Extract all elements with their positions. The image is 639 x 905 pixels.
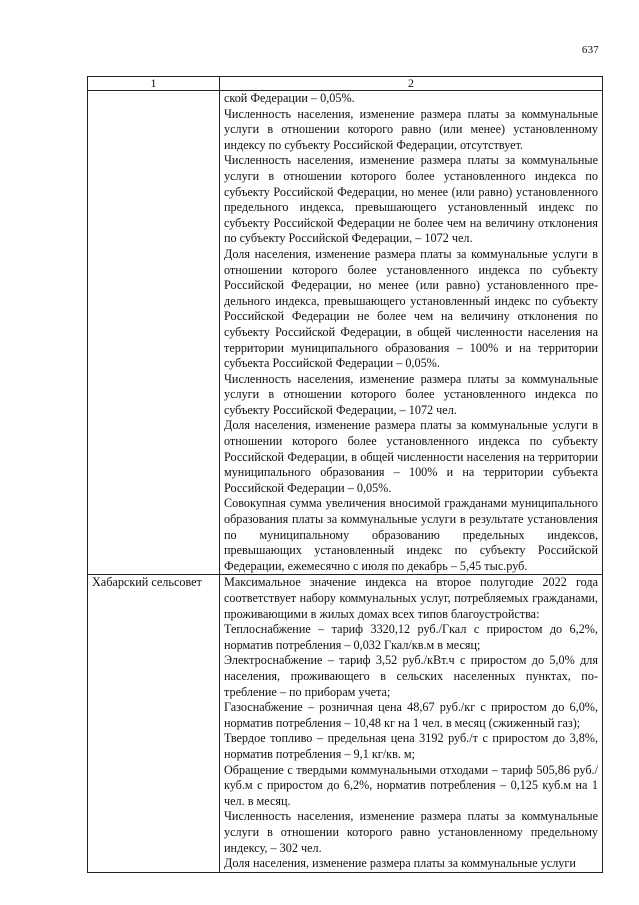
- paragraph: Доля населения, изменение размера платы за коммунальные услуги в отношении которого более установленного индекса по субъекту Российской Федерации, в общей численности населения на территории муниципального образования – 100% и на территории субъекта Российской Федерации – 0,05%.: [224, 418, 598, 495]
- paragraph: Совокупная сумма увеличения вносимой гражданами муниципального образования платы за коммунальные услуги в результате установления по муниципальному образованию предельных индексов, превышающих установленный индекс по субъекту Российской Федерации, ежемесячно с июля по декабрь – 5,45 тыс.руб.: [224, 496, 598, 573]
- page-number: 637: [581, 44, 599, 56]
- tariff-table: [87, 76, 603, 873]
- paragraph: Максимальное значение индекса на второе полугодие 2022 года соответствует набору коммунальных услуг, потребляемых гражданами, проживающими в жилых домах всех типов благоустройства:: [224, 575, 598, 621]
- paragraph: Обращение с твердыми коммунальными отходами – тариф 505,86 руб./куб.м с приростом до 6,2%, норматив потребления – 0,125 куб.м на 1 чел. в месяц.: [224, 762, 598, 808]
- table-row: [88, 575, 603, 872]
- paragraph: Численность населения, изменение размера платы за коммунальные услуги в отношении которого равно установленному предельному индексу, – 302 чел.: [224, 809, 598, 855]
- paragraph: Газоснабжение – розничная цена 48,67 руб./кг с приростом до 6,0%, норматив потребления – 10,48 кг на 1 чел. в месяц (сжиженный газ);: [224, 700, 598, 730]
- paragraph: Численность населения, изменение размера платы за коммунальные услуги в отношении которого более установленного индекса по субъекту Российской Федерации, – 1072 чел.: [224, 371, 598, 417]
- paragraph: Твердое топливо – предельная цена 3192 руб./т с приростом до 3,8%, норматив потребления – 9,1 кг/кв. м;: [224, 731, 598, 761]
- region-cell: Хабарский сельсовет: [88, 575, 220, 872]
- paragraph: Доля населения, изменение размера платы за коммунальные услуги в отношении которого более установленного индекса по субъекту Российской Федерации, но менее (или равно) установленного предельного индекса, превышающего установленный индекс по субъекту Российской Федерации не более чем на величину отклонения по субъекту Российской Федерации, в общей численности населения на территории муниципального образования – 100% и на территории субъекта Российской Федерации – 0,05%.: [224, 246, 598, 371]
- paragraph: Доля населения, изменение размера платы за коммунальные услуги: [224, 856, 576, 871]
- description-cell: [220, 91, 603, 575]
- paragraph: Электроснабжение – тариф 3,52 руб./кВт.ч с приростом до 5,0% для населения, проживающего в сельских населенных пунктах, потребление – по приборам учета;: [224, 653, 598, 699]
- table-row: [88, 91, 603, 575]
- region-cell: [88, 91, 220, 575]
- column-header-1: 1: [88, 77, 220, 91]
- column-header-2: 2: [220, 77, 603, 91]
- paragraph: Численность населения, изменение размера платы за коммунальные услуги в отношении которого равно (или менее) установленному индексу по субъекту Российской Федерации, отсутствует.: [224, 106, 598, 152]
- table-header-row: [88, 77, 603, 91]
- paragraph: Численность населения, изменение размера платы за коммунальные услуги в отношении которого более установленного индекса по субъекту Российской Федерации, но менее (или равно) установленного предельного индекса, превышающего установленный индекс по субъекту Российской Федерации не более чем на величину отклонения по субъекту Российской Федерации, – 1072 чел.: [224, 153, 598, 246]
- description-cell: [220, 575, 603, 872]
- paragraph: Теплоснабжение – тариф 3320,12 руб./Гкал с приростом до 6,2%, норматив потребления – 0,032 Гкал/кв.м в месяц;: [224, 622, 598, 652]
- paragraph: ской Федерации – 0,05%.: [224, 91, 355, 105]
